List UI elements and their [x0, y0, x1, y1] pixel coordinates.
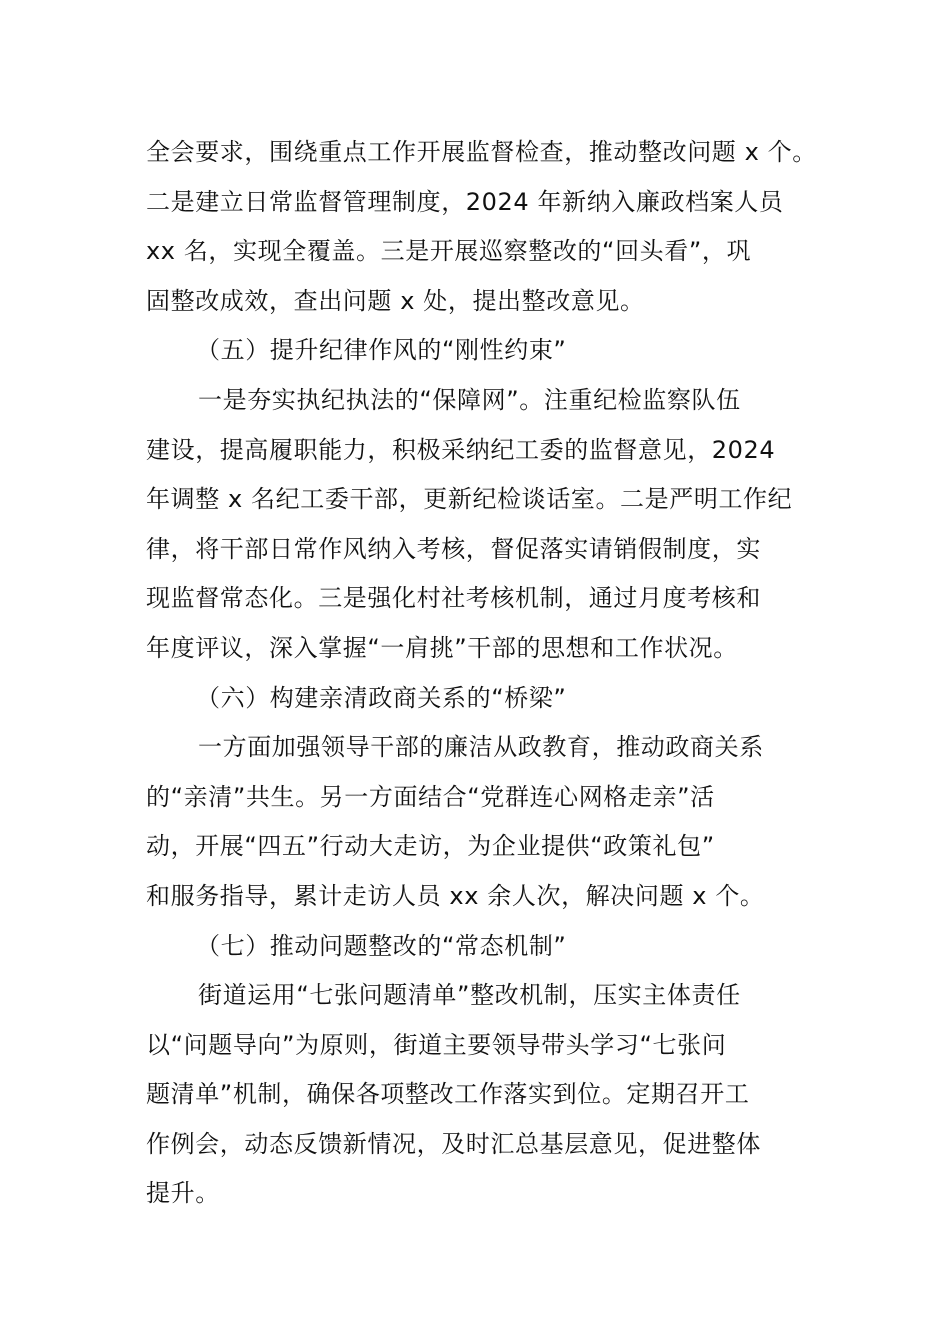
body-line: 现监督常态化。三是强化村社考核机制，通过月度考核和 [146, 584, 761, 613]
body-line: 题清单”机制，确保各项整改工作落实到位。定期召开工 [146, 1080, 750, 1109]
paragraph-first-line: 一方面加强领导干部的廉洁从政教育，推动政商关系 [198, 733, 764, 762]
body-line: 年调整 x 名纪工委干部，更新纪检谈话室。二是严明工作纪 [146, 485, 793, 514]
body-line: 年度评议，深入掌握“一肩挑”干部的思想和工作状况。 [146, 633, 738, 662]
body-line: xx 名，实现全覆盖。三是开展巡察整改的“回头看”，巩 [146, 237, 752, 266]
body-line: 以“问题导向”为原则，街道主要领导带头学习“七张问 [146, 1030, 727, 1059]
body-line: 二是建立日常监督管理制度，2024 年新纳入廉政档案人员 [146, 187, 784, 216]
body-line: 全会要求，围绕重点工作开展监督检查，推动整改问题 x 个。 [146, 138, 817, 166]
section-heading: （六）构建亲清政商关系的“桥梁” [196, 683, 567, 712]
body-line: 固整改成效，查出问题 x 处，提出整改意见。 [146, 286, 645, 315]
document-body [146, 128, 817, 1219]
body-line: 和服务指导，累计走访人员 xx 余人次，解决问题 x 个。 [146, 881, 765, 910]
body-line: 的“亲清”共生。另一方面结合“党群连心网格走亲”活 [146, 782, 715, 811]
body-line: 建设，提高履职能力，积极采纳纪工委的监督意见，2024 [146, 435, 776, 464]
body-line: 动，开展“四五”行动大走访，为企业提供“政策礼包” [146, 832, 715, 861]
body-line: 律，将干部日常作风纳入考核，督促落实请销假制度，实 [146, 534, 761, 563]
body-line: 作例会，动态反馈新情况，及时汇总基层意见，促进整体 [146, 1129, 761, 1158]
section-heading: （七）推动问题整改的“常态机制” [196, 931, 567, 960]
section-heading: （五）提升纪律作风的“刚性约束” [196, 336, 567, 365]
paragraph-first-line: 一是夯实执纪执法的“保障网”。注重纪检监察队伍 [198, 385, 741, 414]
body-line: 提升。 [146, 1179, 220, 1208]
paragraph-first-line: 街道运用“七张问题清单”整改机制，压实主体责任 [198, 981, 741, 1010]
